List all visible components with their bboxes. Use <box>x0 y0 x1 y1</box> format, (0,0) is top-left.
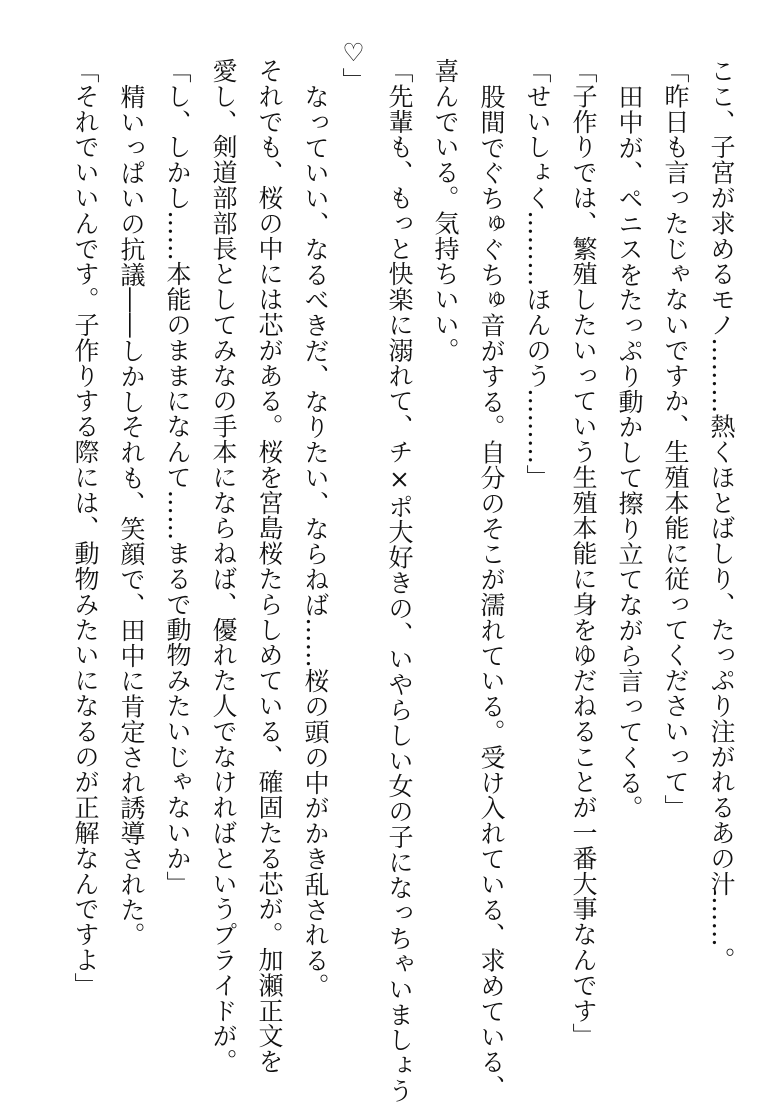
text-line-4: 「子作りでは、繁殖したいっていう生殖本能に身をゆだねることが一番大事なんです」 <box>569 58 598 1049</box>
text-line-5: 「せいしょく………ほんのう………」 <box>523 58 552 490</box>
text-line-10: なっていい、なるべきだ、なりたい、ならねば……桜の頭の中がかき乱される。 <box>301 84 330 999</box>
text-line-3: 田中が、ペニスをたっぷり動かして擦り立てながら言ってくる。 <box>615 84 644 821</box>
text-line-2: 「昨日も言ったじゃないですか、生殖本能に従ってくださいって」 <box>661 58 690 820</box>
text-line-8: 「先輩も、もっと快楽に溺れて、チ×ポ大好きの、いやらしい女の子になっちゃいましょう <box>385 58 414 1103</box>
text-line-14: 精いっぱいの抗議――しかしそれも、笑顔で、田中に肯定され誘導された。 <box>117 84 146 948</box>
text-line-9: ♡」 <box>339 38 368 93</box>
text-line-1: ここ、子宮が求めるモノ………熱くほとばしり、たっぷり注がれるあの汁……。 <box>707 58 736 973</box>
text-line-11: それでも、桜の中には芯がある。桜を宮島桜たらしめている、確固たる芯が。加瀬正文を <box>255 58 284 1074</box>
text-line-15: 「それでいいんです。子作りする際には、動物みたいになるのが正解なんですよ」 <box>71 58 100 998</box>
text-line-12: 愛し、剣道部部長としてみなの手本にならねば、優れた人でなければというプライドが。 <box>209 58 238 1074</box>
text-line-7: 喜んでいる。気持ちいい。 <box>431 58 460 363</box>
text-line-6: 股間でぐちゅぐちゅ音がする。自分のそこが濡れている。受け入れている、求めている、 <box>477 84 506 1100</box>
text-line-13: 「し、しかし……本能のままになんて……まるで動物みたいじゃないか」 <box>163 58 192 897</box>
